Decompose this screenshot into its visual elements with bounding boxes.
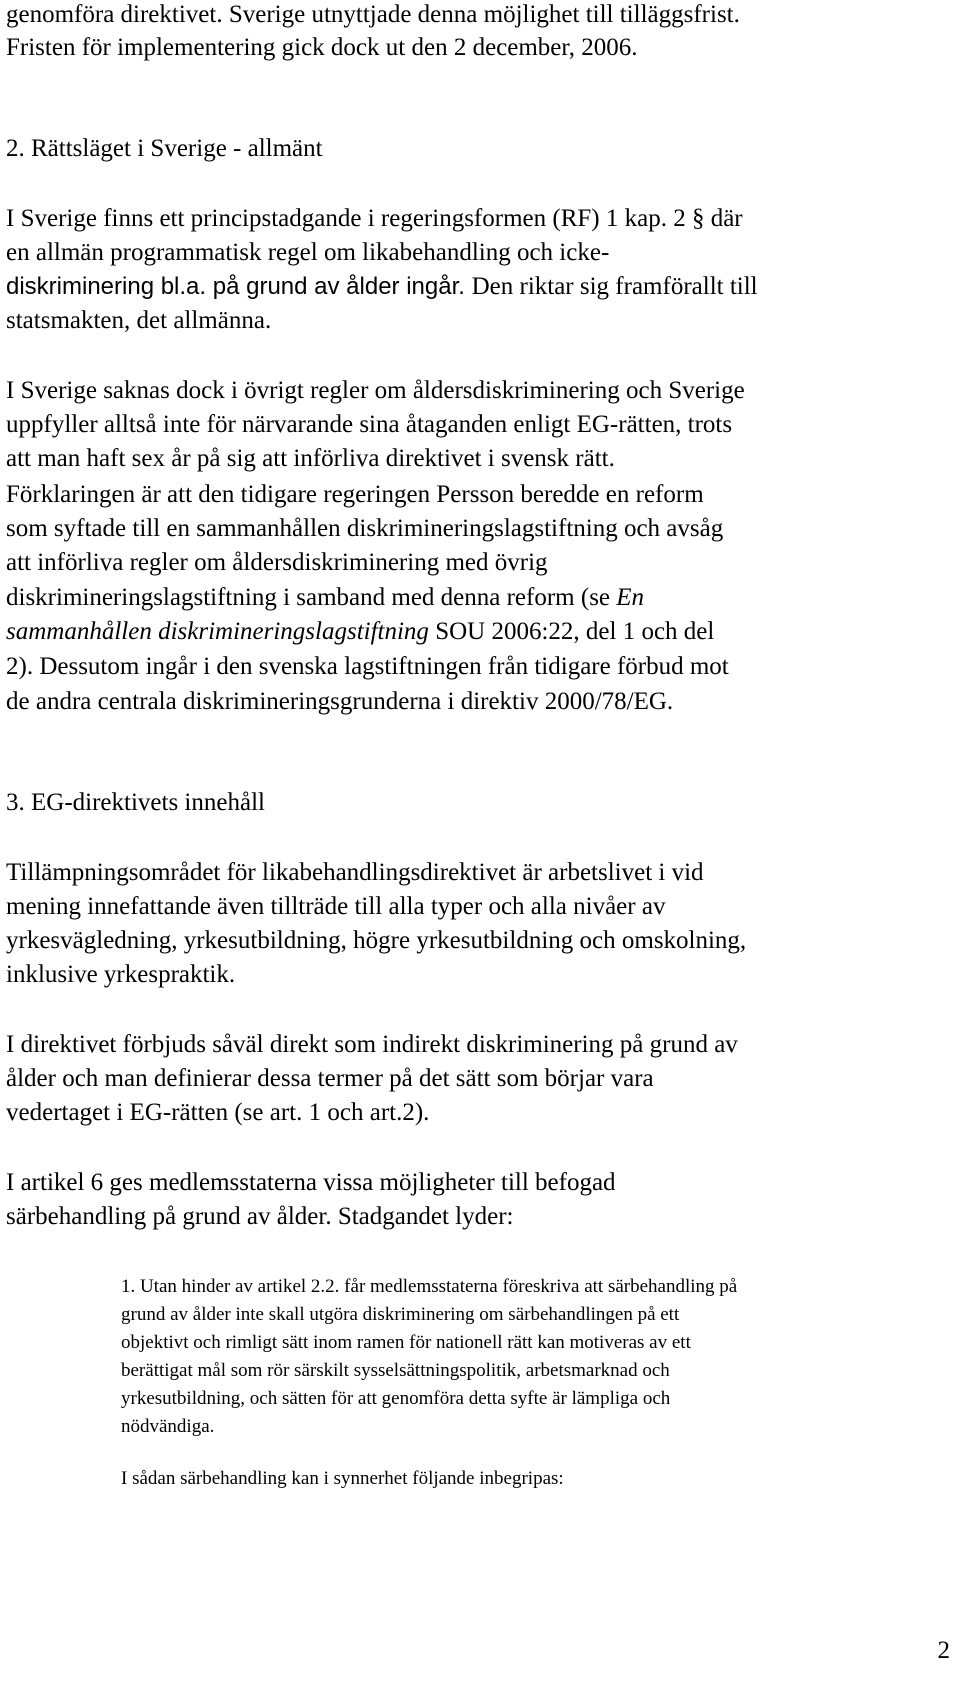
plain-text: SOU 2006:22, del 1 och del	[428, 618, 715, 645]
section-heading: 2. Rättsläget i Sverige - allmänt	[6, 135, 323, 162]
text-line: yrkesvägledning, yrkesutbildning, högre yrkesutbildning och omskolning,	[6, 927, 747, 954]
text-line: Fristen för implementering gick dock ut den 2 december, 2006.	[6, 34, 638, 61]
text-line: I direktivet förbjuds såväl direkt som indirekt diskriminering på grund av	[6, 1031, 738, 1058]
quote-line: objektivt och rimligt sätt inom ramen för nationell rätt kan motiveras av ett	[121, 1332, 691, 1353]
text-line: att införliva regler om åldersdiskriminering med övrig	[6, 549, 548, 576]
text-line: I Sverige finns ett principstadgande i regeringsformen (RF) 1 kap. 2 § där	[6, 205, 743, 232]
quote-line: I sådan särbehandling kan i synnerhet följande inbegripas:	[121, 1468, 564, 1489]
text-line-mixed	[6, 272, 758, 302]
text-line: en allmän programmatisk regel om likabehandling och icke-	[6, 239, 610, 266]
text-line: ålder och man definierar dessa termer på det sätt som börjar vara	[6, 1065, 654, 1092]
quote-line: nödvändiga.	[121, 1416, 215, 1437]
section-heading: 3. EG-direktivets innehåll	[6, 789, 265, 816]
text-line: I artikel 6 ges medlemsstaterna vissa möjligheter till befogad	[6, 1169, 616, 1196]
text-line-mixed	[6, 583, 644, 613]
text-line: särbehandling på grund av ålder. Stadgandet lyder:	[6, 1203, 514, 1230]
quote-line: 1. Utan hinder av artikel 2.2. får medlemsstaterna föreskriva att särbehandling på	[121, 1276, 738, 1297]
text-line: Förklaringen är att den tidigare regeringen Persson beredde en reform	[6, 481, 704, 508]
text-line: vedertaget i EG-rätten (se art. 1 och art.2).	[6, 1099, 430, 1126]
text-line: statsmakten, det allmänna.	[6, 307, 272, 334]
text-line: 2). Dessutom ingår i den svenska lagstiftningen från tidigare förbud mot	[6, 653, 729, 680]
text-line: inklusive yrkespraktik.	[6, 961, 236, 988]
text-line: som syftade till en sammanhållen diskrimineringslagstiftning och avsåg	[6, 515, 724, 542]
sans-text: diskriminering bl.a. på grund av ålder ingår.	[6, 273, 472, 300]
serif-text: Den riktar sig framförallt till	[471, 273, 758, 300]
page-number: 2	[937, 1637, 950, 1664]
text-line: att man haft sex år på sig att införliva direktivet i svensk rätt.	[6, 445, 615, 472]
italic-text: En	[616, 584, 645, 611]
text-line-mixed	[6, 617, 714, 647]
text-line: I Sverige saknas dock i övrigt regler om åldersdiskriminering och Sverige	[6, 377, 745, 404]
text-line: Tillämpningsområdet för likabehandlingsdirektivet är arbetslivet i vid	[6, 859, 704, 886]
text-line: genomföra direktivet. Sverige utnyttjade denna möjlighet till tilläggsfrist.	[6, 1, 740, 28]
quote-line: grund av ålder inte skall utgöra diskriminering om särbehandlingen på ett	[121, 1304, 680, 1325]
quote-line: yrkesutbildning, och sätten för att genomföra detta syfte är lämpliga och	[121, 1388, 671, 1409]
plain-text: diskrimineringslagstiftning i samband med denna reform (se	[6, 584, 617, 611]
text-line: de andra centrala diskrimineringsgrunderna i direktiv 2000/78/EG.	[6, 688, 674, 715]
text-line: uppfyller alltså inte för närvarande sina åtaganden enligt EG-rätten, trots	[6, 411, 733, 438]
quote-line: berättigat mål som rör särskilt sysselsättningspolitik, arbetsmarknad och	[121, 1360, 670, 1381]
italic-text: sammanhållen diskrimineringslagstiftning	[6, 618, 429, 645]
text-line: mening innefattande även tillträde till alla typer och alla nivåer av	[6, 893, 666, 920]
